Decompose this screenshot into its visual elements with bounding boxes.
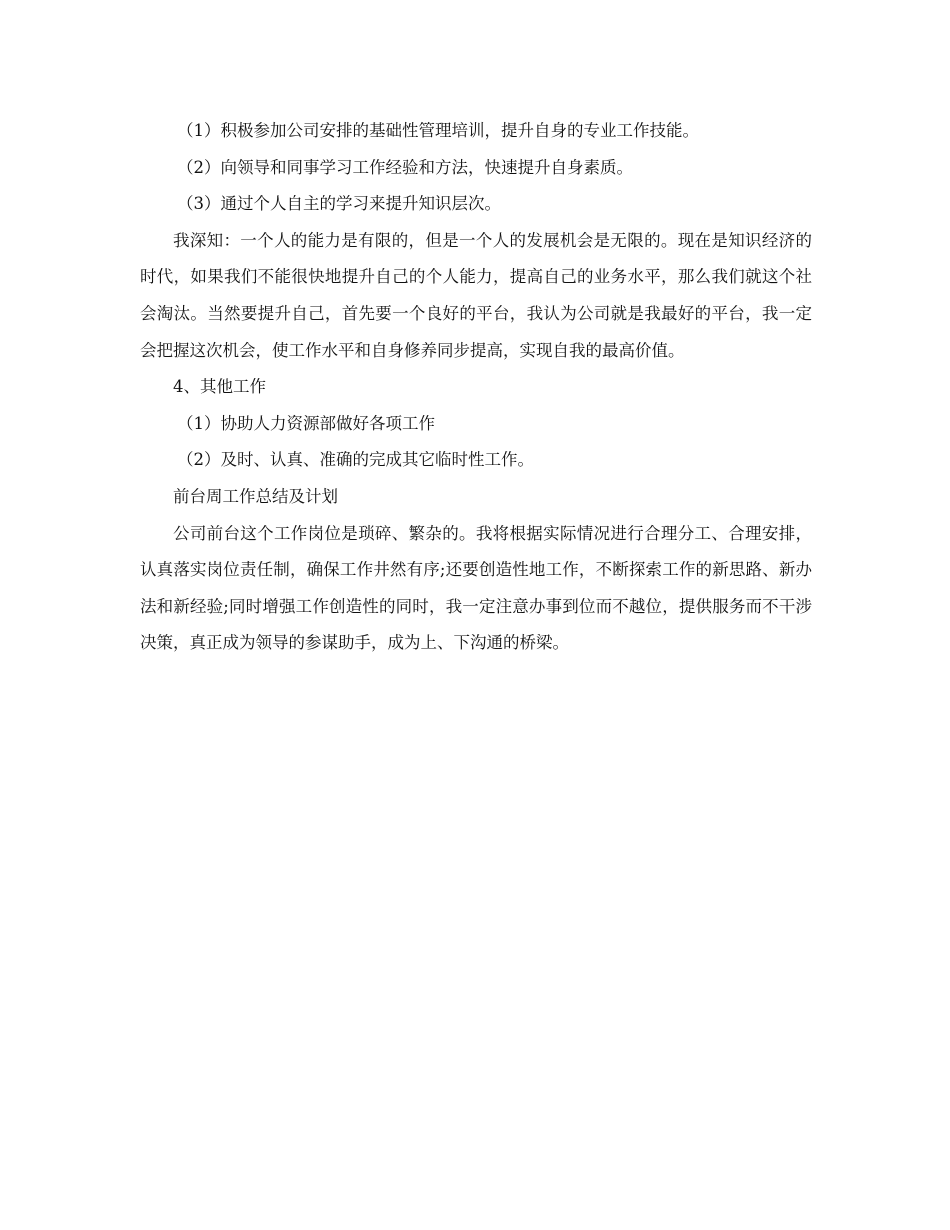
other-work-item-1: （1）协助人力资源部做好各项工作: [177, 413, 435, 433]
weekly-plan-heading: 前台周工作总结及计划: [173, 486, 338, 506]
ability-paragraph: 我深知：一个人的能力是有限的，但是一个人的发展机会是无限的。现在是知识经济的时代，如果我们不能很快地提升自己的个人能力，提高自己的业务水平，那么我们就这个社会淘汰。当然要提升自己，首先要一个良好的平台，我认为公司就是我最好的平台，我一定会把握这次机会，使工作水平和自身修养同步提高，实现自我的最高价值。: [140, 230, 812, 360]
training-item-1: （1）积极参加公司安排的基础性管理培训，提升自身的专业工作技能。: [177, 121, 699, 140]
training-item-3: （3）通过个人自主的学习来提升知识层次。: [177, 194, 501, 214]
weekly-plan-paragraph: 公司前台这个工作岗位是琐碎、繁杂的。我将根据实际情况进行合理分工、合理安排，认真落实岗位责任制，确保工作井然有序;还要创造性地工作，不断探索工作的新思路、新办法和新经验;同时增强工作创造性的同时，我一定注意办事到位而不越位，提供服务而不干涉决策，真正成为领导的参谋助手，成为上、下沟通的桥梁。: [140, 523, 812, 653]
other-work-item-2: （2）及时、认真、准确的完成其它临时性工作。: [177, 450, 534, 470]
training-item-2: （2）向领导和同事学习工作经验和方法，快速提升自身素质。: [177, 157, 633, 177]
other-work-heading: 4、其他工作: [173, 377, 266, 397]
document-body: [140, 113, 812, 662]
